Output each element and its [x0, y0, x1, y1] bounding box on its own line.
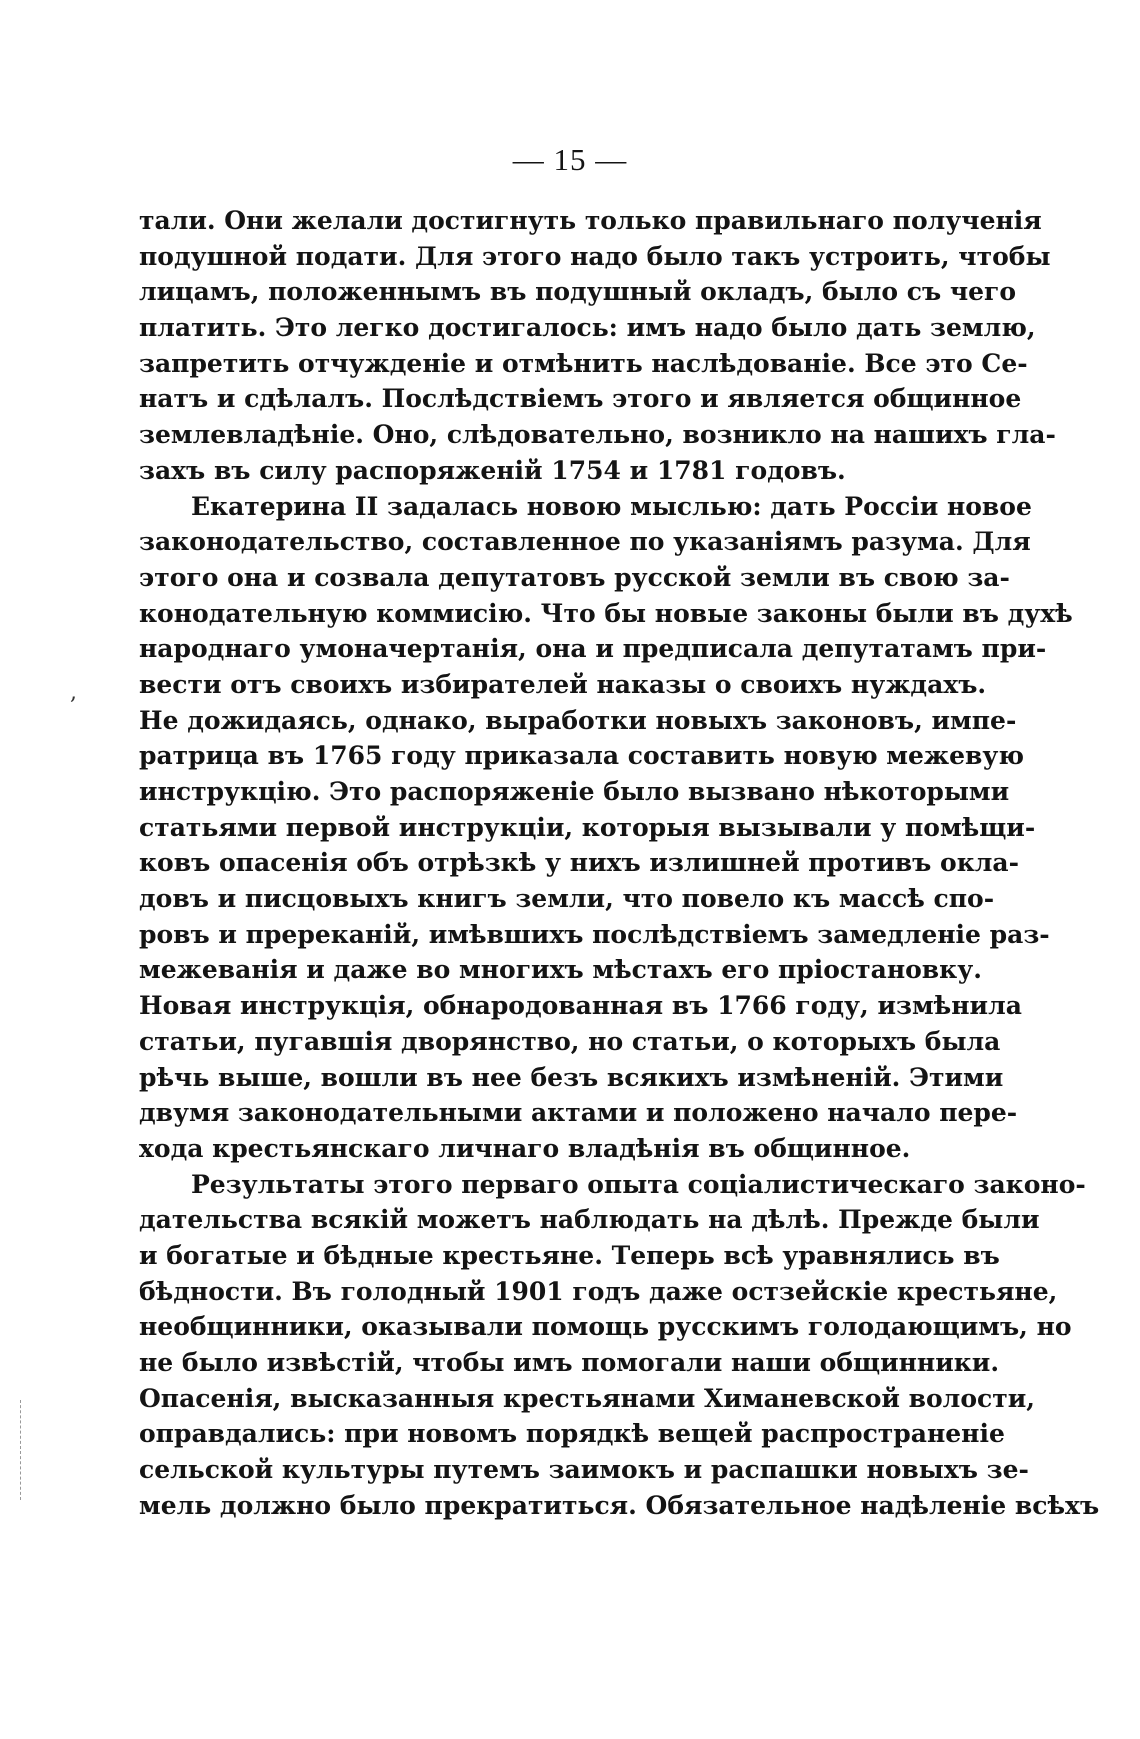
text-line: необщинники, оказывали помощь русскимъ голодающимъ, но [139, 1312, 1072, 1342]
margin-speck: , [70, 680, 77, 705]
text-line: мель должно было прекратиться. Обязательное надѣленіе всѣхъ [139, 1490, 1100, 1520]
text-line: статьи, пугавшія дворянство, но статьи, о которыхъ была [139, 1026, 1001, 1056]
text-line: законодательство, составленное по указаніямъ разума. Для [139, 527, 1031, 557]
text-line: и богатые и бѣдные крестьяне. Теперь всѣ уравнялись въ [139, 1240, 1000, 1270]
text-line: статьями первой инструкціи, которыя вызывали у помѣщи- [139, 812, 1036, 842]
text-line: ковъ опасенія объ отрѣзкѣ у нихъ излишней противъ окла- [139, 848, 1019, 878]
paragraph-last-line: захъ въ силу распоряженій 1754 и 1781 годовъ. [139, 455, 846, 485]
text-line: ровъ и пререканій, имѣвшихъ послѣдствіемъ замедленіе раз- [139, 919, 1050, 949]
scan-artifact [20, 1400, 22, 1500]
paragraph-first-line: Результаты этого перваго опыта соціалистическаго законо- [191, 1169, 1086, 1199]
text-line: Опасенія, высказанныя крестьянами Химаневской волости, [139, 1383, 1035, 1413]
text-line: ратрица въ 1765 году приказала составить новую межевую [139, 741, 1025, 771]
body-text [139, 203, 1100, 1523]
text-line: не было извѣстій, чтобы имъ помогали наши общинники. [139, 1348, 1000, 1377]
text-line: Новая инструкція, обнародованная въ 1766 году, измѣнила [139, 991, 1022, 1021]
text-line: тали. Они желали достигнуть только правильнаго полученія [139, 206, 1042, 235]
page-number: — 15 — [512, 142, 628, 177]
text-line: довъ и писцовыхъ книгъ земли, что повело къ массѣ спо- [139, 884, 995, 914]
text-line: инструкцію. Это распоряженіе было вызвано нѣкоторыми [139, 777, 1010, 806]
text-line: дательства всякій можетъ наблюдать на дѣлѣ. Прежде были [139, 1205, 1040, 1235]
text-line: оправдались: при новомъ порядкѣ вещей распространеніе [139, 1419, 1005, 1449]
text-line: сельской культуры путемъ заимокъ и распашки новыхъ зе- [139, 1455, 1029, 1485]
text-line: межеванія и даже во многихъ мѣстахъ его пріостановку. [139, 955, 982, 985]
paragraph-first-line: Екатерина II задалась новою мыслью: дать Россіи новое [191, 491, 1032, 521]
text-line: бѣдности. Въ голодный 1901 годъ даже остзейскіе крестьяне, [139, 1276, 1058, 1306]
text-line: подушной подати. Для этого надо было такъ устроить, чтобы [139, 241, 1051, 271]
text-line: этого она и созвала депутатовъ русской земли въ свою за- [139, 562, 1010, 592]
text-line: землевладѣніе. Оно, слѣдовательно, возникло на нашихъ гла- [139, 420, 1056, 450]
text-line: народнаго умоначертанія, она и предписала депутатамъ при- [139, 634, 1047, 664]
text-line: двумя законодательными актами и положено начало пере- [139, 1098, 1018, 1128]
text-line: Не дожидаясь, однако, выработки новыхъ законовъ, импе- [139, 705, 1017, 735]
text-line: рѣчь выше, вошли въ нее безъ всякихъ измѣненій. Этими [139, 1062, 1004, 1092]
text-line: вести отъ своихъ избирателей наказы о своихъ нуждахъ. [139, 669, 987, 699]
text-line: платить. Это легко достигалось: имъ надо было дать землю, [139, 313, 1036, 343]
paragraph-last-line: хода крестьянскаго личнаго владѣнія въ общинное. [139, 1133, 911, 1163]
text-line: запретить отчужденіе и отмѣнить наслѣдованіе. Все это Се- [139, 348, 1028, 378]
text-line: натъ и сдѣлалъ. Послѣдствіемъ этого и является общинное [139, 384, 1022, 414]
text-line: конодательную коммисію. Что бы новые законы были въ духѣ [139, 598, 1073, 628]
text-line: лицамъ, положеннымъ въ подушный окладъ, было съ чего [139, 277, 1017, 307]
